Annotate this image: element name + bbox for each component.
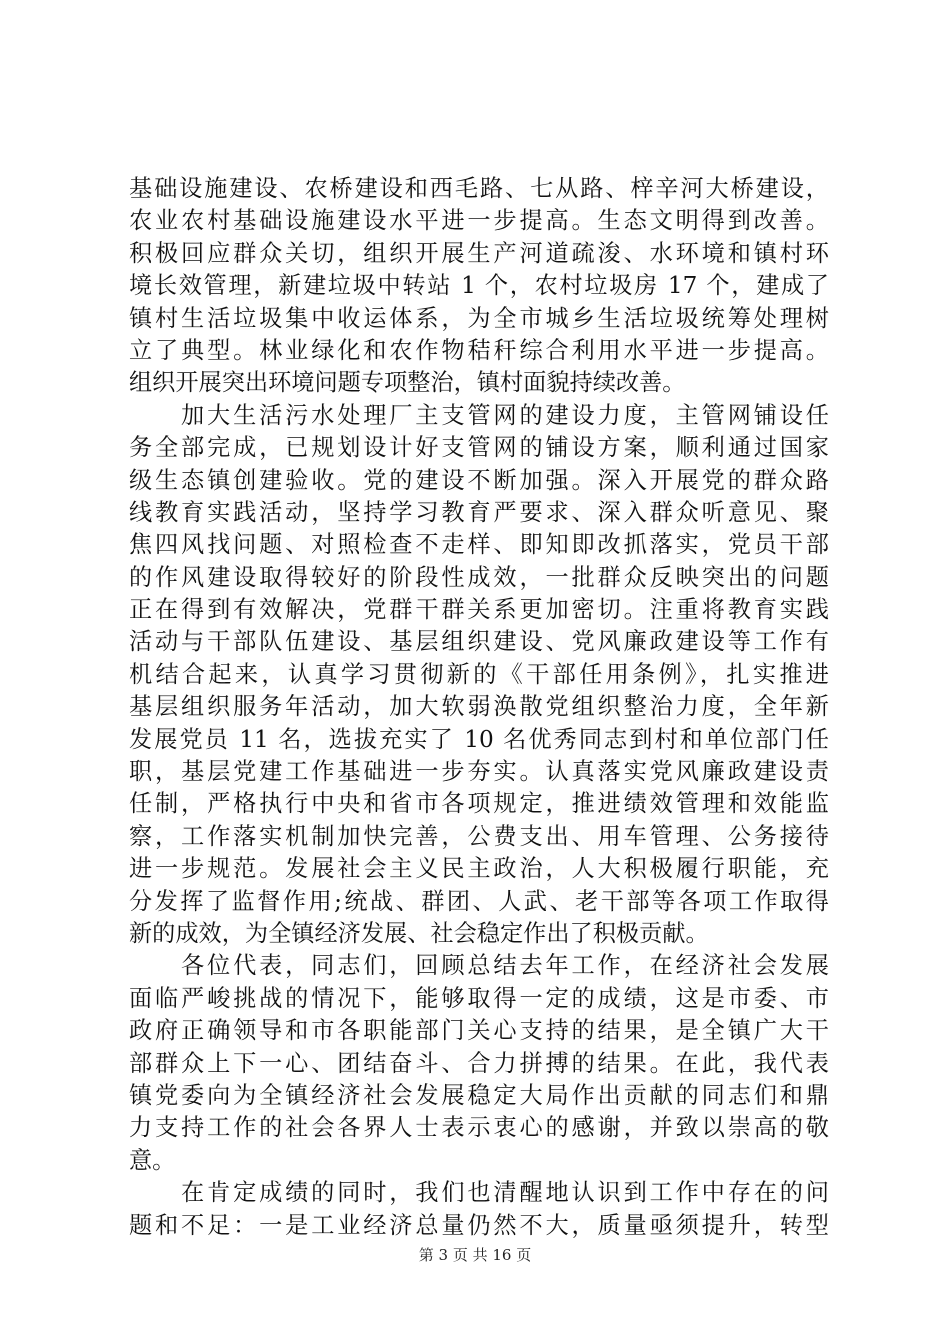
text-line: 正在得到有效解决，党群干群关系更加密切。注重将教育实践	[129, 596, 829, 624]
text-line: 任制，严格执行中央和省市各项规定，推进绩效管理和效能监	[129, 790, 829, 818]
text-line: 进一步规范。发展社会主义民主政治，人大积极履行职能，充	[129, 855, 829, 883]
text-line: 农业农村基础设施建设水平进一步提高。生态文明得到改善。	[129, 207, 829, 235]
text-line: 面临严峻挑战的情况下，能够取得一定的成绩，这是市委、市	[129, 984, 829, 1012]
page-footer: 第 3 页 共 16 页	[418, 1246, 532, 1264]
text-line: 各位代表，同志们，回顾总结去年工作，在经济社会发展	[181, 952, 829, 980]
text-line: 题和不足：一是工业经济总量仍然不大，质量亟须提升，转型	[129, 1211, 829, 1239]
text-line: 在肯定成绩的同时，我们也清醒地认识到工作中存在的问	[181, 1179, 829, 1207]
text-line: 部群众上下一心、团结奋斗、合力拼搏的结果。在此，我代表	[129, 1049, 829, 1077]
text-line: 积极回应群众关切，组织开展生产河道疏浚、水环境和镇村环	[129, 239, 829, 267]
text-line: 务全部完成，已规划设计好支管网的铺设方案，顺利通过国家	[129, 434, 829, 462]
text-line: 新的成效，为全镇经济发展、社会稳定作出了积极贡献。	[129, 919, 709, 947]
text-line: 机结合起来，认真学习贯彻新的《干部任用条例》，扎实推进	[129, 660, 829, 688]
text-line: 基础设施建设、农桥建设和西毛路、七从路、梓辛河大桥建设，	[129, 175, 829, 202]
text-line: 加大生活污水处理厂主支管网的建设力度，主管网铺设任	[181, 401, 829, 429]
text-line: 意。	[129, 1146, 176, 1174]
text-line: 察，工作落实机制加快完善，公费支出、用车管理、公务接待	[129, 822, 829, 850]
text-line: 境长效管理，新建垃圾中转站 1 个，农村垃圾房 17 个，建成了	[129, 272, 829, 300]
text-line: 发展党员 11 名，选拔充实了 10 名优秀同志到村和单位部门任	[129, 725, 829, 753]
text-line: 镇党委向为全镇经济社会发展稳定大局作出贡献的同志们和鼎	[129, 1081, 829, 1109]
text-line: 的作风建设取得较好的阶段性成效，一批群众反映突出的问题	[129, 563, 829, 591]
text-line: 立了典型。林业绿化和农作物秸秆综合利用水平进一步提高。	[129, 336, 829, 364]
text-line: 政府正确领导和市各职能部门关心支持的结果，是全镇广大干	[129, 1017, 829, 1045]
text-line: 职，基层党建工作基础进一步夯实。认真落实党风廉政建设责	[129, 758, 829, 786]
text-line: 线教育实践活动，坚持学习教育严要求、深入群众听意见、聚	[129, 498, 829, 526]
text-line: 基层组织服务年活动，加大软弱涣散党组织整治力度，全年新	[129, 693, 829, 721]
text-line: 级生态镇创建验收。党的建设不断加强。深入开展党的群众路	[129, 466, 829, 494]
text-line: 活动与干部队伍建设、基层组织建设、党风廉政建设等工作有	[129, 628, 829, 656]
document-body	[129, 173, 829, 1242]
text-line: 分发挥了监督作用;统战、群团、人武、老干部等各项工作取得	[129, 887, 829, 915]
text-line: 镇村生活垃圾集中收运体系，为全市城乡生活垃圾统筹处理树	[129, 304, 829, 332]
text-line: 力支持工作的社会各界人士表示衷心的感谢，并致以崇高的敬	[129, 1114, 829, 1142]
text-line: 焦四风找问题、对照检查不走样、即知即改抓落实，党员干部	[129, 531, 829, 559]
text-line: 组织开展突出环境问题专项整治，镇村面貌持续改善。	[129, 369, 686, 397]
